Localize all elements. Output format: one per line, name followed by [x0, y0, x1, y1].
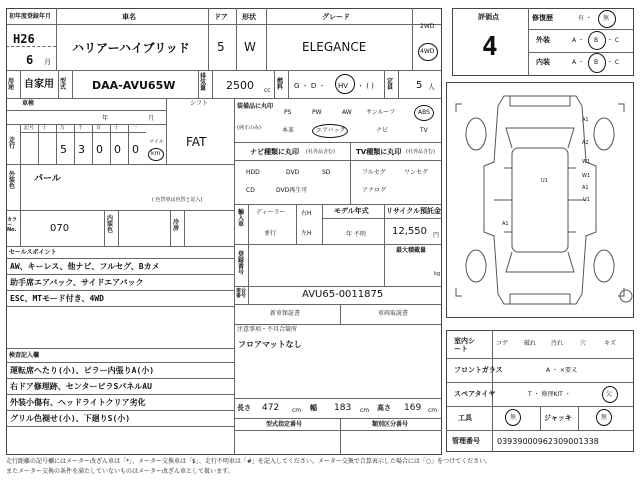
registration-label: 登録番号 [238, 251, 245, 276]
mileage-digit-divider [56, 124, 57, 164]
glass-label: フロントガラス [454, 366, 503, 374]
sales-point-line-3: ESC、MTモード付き、4WD [10, 294, 104, 303]
displacement-value: 2500 [226, 79, 254, 92]
sales-point-line-2: 助手席エアバック、サイドエアバック [10, 278, 144, 287]
color-label: 外装色 [9, 171, 16, 190]
type-value: DAA-AVU65W [92, 79, 176, 92]
mileage-digit: 3 [78, 143, 85, 156]
import-parallel: 並行 [264, 230, 277, 237]
repair-selected: 無 [603, 15, 610, 22]
first-reg-month-unit: 月 [44, 58, 51, 66]
width-unit: cm [360, 407, 370, 414]
navi-item: DVD再生可 [276, 187, 308, 194]
use-label: 用途 [8, 78, 15, 91]
class-no-label: 類別区分番号 [372, 421, 409, 428]
first-reg-era: H26 [13, 32, 35, 46]
diagram-mark-u1-center: U1 [541, 178, 548, 184]
fuel-rest: ・ ( ) [357, 82, 374, 90]
equipment-item: AW [342, 109, 352, 116]
length-label: 長さ [237, 404, 251, 412]
drive-4wd: 4WD [420, 48, 435, 55]
mileage-digit-label: 百 [96, 125, 102, 131]
mileage-digit-label: 万 [60, 125, 66, 131]
use-value: 自家用 [24, 79, 54, 90]
import-dealer: ディーラー [256, 209, 286, 216]
capacity-unit: 人 [428, 83, 435, 91]
mileage-digit: 5 [60, 143, 67, 156]
shift-label: シフト [190, 100, 209, 107]
spare-selected: 欠 [606, 391, 613, 398]
mileage-digit: 0 [114, 143, 121, 156]
tv-sub: (社外品含む) [406, 149, 435, 155]
interior-color-label: 内装色 [107, 215, 114, 234]
color-no-value: 070 [50, 223, 70, 234]
interior-rest: ・ C [607, 59, 620, 66]
equipment-item: TV [420, 127, 428, 134]
inspector-label: 検査記入欄 [9, 352, 40, 359]
shape-label: 形状 [242, 13, 256, 21]
mileage-digit-label: 記号 [24, 125, 35, 131]
color-note: ( 色替車は色替と記入) [152, 197, 203, 203]
displacement-label: 排気量 [200, 73, 207, 92]
diagram-mark-a1-top: A1 [582, 117, 589, 123]
mileage-digit-divider [128, 124, 129, 164]
diagram-mark-w1-b: W1 [582, 173, 591, 179]
navi-item: SD [322, 169, 331, 176]
km-label: km [151, 150, 161, 157]
seat-item: 穴 [580, 340, 587, 347]
model-no-label: 型式指定番号 [266, 421, 303, 428]
diagram-mark-a1-right: A1 [582, 185, 589, 191]
exterior-label: 外装 [536, 36, 550, 44]
inspector-line-3: 外装小傷有、ヘッドライトクリア劣化 [10, 398, 146, 407]
door-label: ドア [214, 13, 228, 21]
seat-item: キズ [604, 340, 616, 347]
diagram-mark-a2: A2 [582, 140, 589, 146]
displacement-unit: cc [264, 87, 271, 94]
model-year-label: モデル年式 [334, 207, 369, 215]
car-name-value: ハリアーハイブリッド [72, 41, 190, 55]
max-load-label: 最大積載量 [396, 247, 427, 254]
width-label: 幅 [310, 404, 317, 412]
capacity-label: 定員 [387, 78, 394, 91]
diagram-mark-u1-right: U1 [583, 197, 590, 203]
sales-point-label: セールスポイント [9, 249, 57, 256]
max-load-unit: kg [434, 271, 441, 277]
color-no-label: カラーNo. [7, 217, 18, 233]
seat-item: コゲ [496, 340, 509, 347]
seat-item: 汚れ [551, 340, 564, 347]
equipment-label: 装備品に丸印 [237, 103, 274, 110]
exterior-options: A ・ [572, 37, 585, 44]
mileage-digit: 0 [96, 143, 103, 156]
footer-line-1: 走行距離の記号欄にはメーター改ざん車は「*」、メーター交換車は「$」、走行不明車は「#」を記入してください。メーター交換で合算表示した場合には「○」をつけてください。 [6, 458, 492, 465]
navi-label: ナビ種類に丸印 [250, 148, 299, 156]
abs-item: ABS [418, 109, 430, 116]
navi-item: CD [246, 187, 255, 194]
mileage-digit-divider [110, 124, 111, 164]
interior-options: A ・ [572, 59, 585, 66]
import-label: 輸入車 [238, 209, 245, 228]
repair-label: 修復歴 [532, 14, 553, 22]
mile-label: マイル [149, 139, 164, 145]
mileage-digit-divider [38, 124, 39, 164]
type-label: 型式 [60, 78, 67, 91]
manage-label: 管理番号 [452, 437, 480, 445]
grade-value: ELEGANCE [302, 40, 367, 54]
equipment-item: PS [284, 109, 292, 116]
tool-label: 工具 [458, 414, 472, 422]
height-unit: cm [428, 407, 438, 414]
door-value: 5 [217, 40, 225, 54]
footer-line-2: またメーター交換の条件を満たしていないものはメーター改ざん車として扱います。 [6, 468, 234, 475]
import-right-h: 右H [301, 210, 312, 217]
tv-label: TV種類に丸印 [356, 148, 402, 156]
equipment-sub: (純正のみ) [237, 125, 261, 131]
drive-2wd: 2WD [420, 23, 435, 30]
model-year-value: 年 不明 [346, 231, 366, 238]
fuel-options: G ・ D ・ [294, 82, 326, 90]
score-label: 評価点 [478, 13, 499, 21]
jack-selected: 無 [601, 414, 608, 421]
inspector-line-4: グリル色褪せ(小)、下廻りS(小) [10, 414, 131, 423]
mileage-digit-divider [92, 124, 93, 164]
recycle-value: 12,550 [392, 226, 427, 237]
notes-value: フロアマットなし [238, 340, 302, 349]
recycle-label: リサイクル預託金 [386, 207, 442, 215]
manage-value: 03939000962309001338 [497, 437, 599, 446]
car-diagram-drawing [446, 82, 634, 318]
tool-selected: 無 [510, 414, 517, 421]
recycle-unit: 円 [433, 232, 440, 239]
navi-item: DVD [286, 169, 300, 176]
first-reg-month: 6 [26, 53, 34, 67]
equipment-item: PW [312, 109, 322, 116]
seat-label: 室内シート [454, 337, 475, 354]
grade-label: グレード [322, 13, 350, 21]
spare-items: T ・ 修理KIT ・ [528, 391, 571, 398]
height-label: 高さ [377, 404, 391, 412]
jack-label: ジャッキ [544, 414, 572, 422]
airbag-circle [312, 124, 348, 138]
equipment-item: エアバック [316, 127, 346, 134]
run-label: 走行 [9, 137, 16, 150]
navi-item: HDD [246, 169, 260, 176]
glass-items: A ・ ×要又 [546, 367, 577, 374]
spare-label: スペアタイヤ [454, 390, 496, 398]
mileage-digit: 0 [132, 143, 139, 156]
inspection-label: 車検 [22, 100, 35, 107]
first-reg-label: 初年度登録年月 [9, 13, 52, 20]
tv-item: アナログ [362, 187, 387, 194]
ac-label: 冷房 [173, 219, 180, 232]
inspector-line-1: 運転席へたり(小)、ピラー内張りA(小) [10, 366, 155, 375]
inspector-line-2: 右ドア修理跡、センターピラSパネルAU [10, 382, 152, 391]
mileage-digit-label: 十 [114, 125, 120, 131]
shape-value: W [244, 40, 256, 54]
inspection-month-unit: 月 [148, 115, 155, 122]
car-name-label: 車名 [122, 13, 136, 21]
exterior-rest: ・ C [607, 37, 620, 44]
equipment-item: サンルーフ [366, 109, 396, 116]
length-unit: cm [292, 407, 302, 414]
color-value: パール [34, 174, 61, 184]
equipment-item: ナビ [376, 127, 389, 134]
notes-label: 注意事項・不具合箇所 [237, 326, 298, 333]
chassis-value: AVU65-0011875 [302, 289, 384, 300]
width-value: 183 [334, 403, 352, 413]
shift-value: FAT [186, 135, 207, 149]
mileage-digit-label: 一 [132, 125, 138, 131]
mileage-digit-divider [74, 124, 75, 164]
height-value: 169 [404, 403, 422, 413]
repair-options: 有 ・ [578, 15, 592, 22]
mileage-digit-label: 十 [42, 125, 48, 131]
interior-selected: B [594, 59, 599, 66]
chassis-label: 車台番号 [236, 288, 247, 299]
fuel-label: 燃料 [277, 78, 284, 91]
diagram-mark-w1-a: W1 [582, 159, 591, 165]
capacity-value: 5 [416, 80, 423, 91]
fuel-selected: HV [338, 82, 349, 90]
interior-label: 内装 [536, 58, 550, 66]
tv-item: ワンセグ [404, 169, 429, 176]
sales-point-line-1: AW、キーレス、他ナビ、フルセグ、Bカメ [10, 262, 160, 271]
length-value: 472 [262, 403, 280, 413]
warranty-doc: 新車保証書 [270, 310, 301, 317]
tv-item: フルセグ [362, 169, 386, 176]
seat-item: 破れ [524, 340, 537, 347]
navi-sub: (社外品含む) [306, 149, 335, 155]
equipment-item: 本革 [282, 127, 295, 134]
diagram-mark-a1-left: A1 [502, 221, 509, 227]
import-left-h: 左H [301, 230, 312, 237]
inspection-year-unit: 年 [102, 115, 109, 122]
score-value: 4 [482, 32, 498, 62]
mileage-digit-label: 千 [78, 125, 84, 131]
exterior-selected: B [594, 37, 599, 44]
manual-doc: 車両取説書 [378, 310, 409, 317]
